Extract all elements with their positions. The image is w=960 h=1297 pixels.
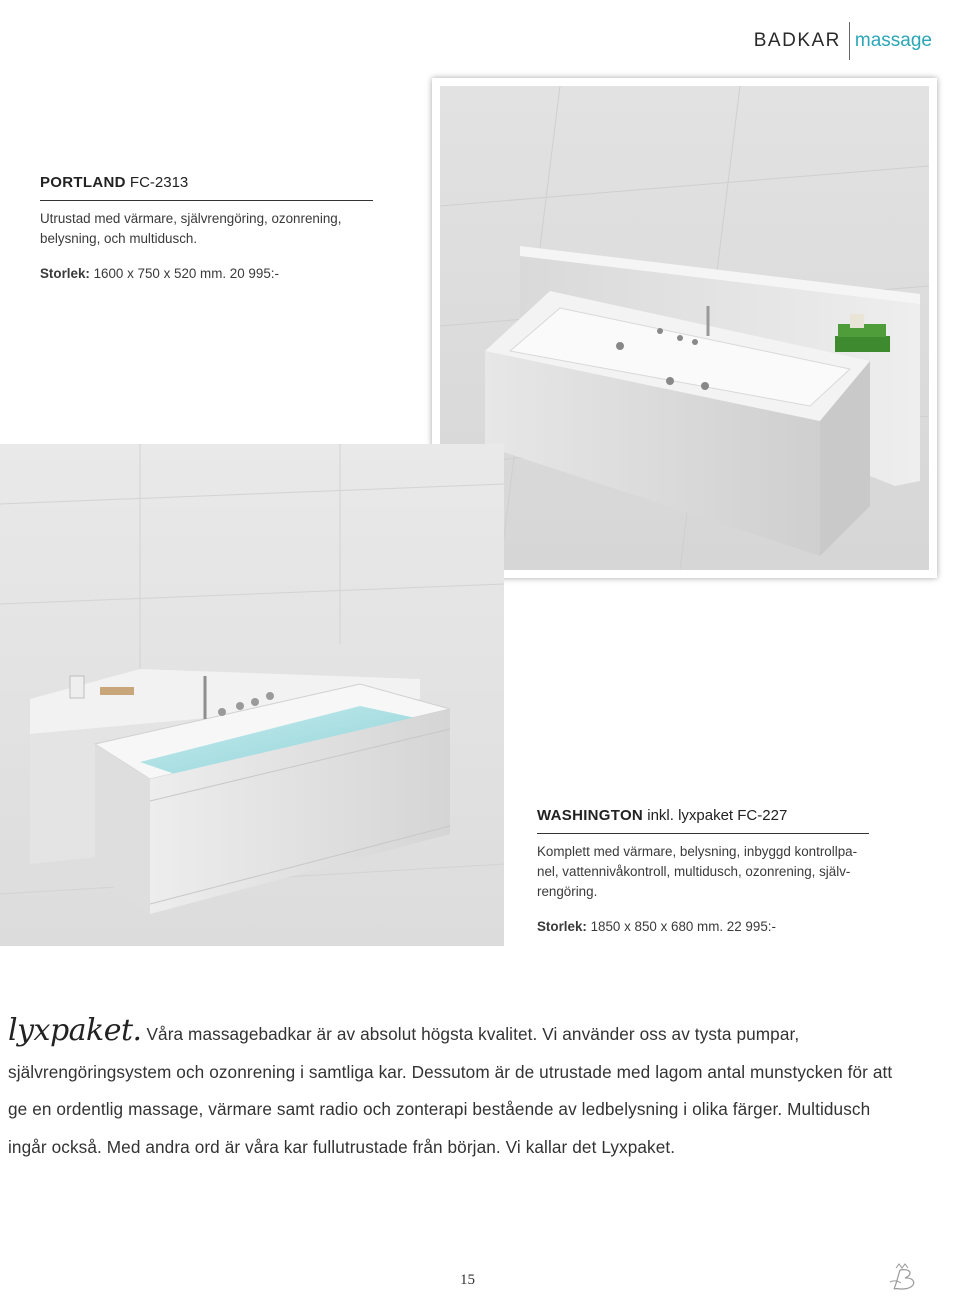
page-number: 15 [460, 1272, 475, 1288]
intro-paragraph [8, 1012, 908, 1166]
page-header [754, 22, 932, 60]
product-size [537, 919, 869, 934]
product-name: WASHINGTON [537, 807, 644, 824]
size-value: 1600 x 750 x 520 mm. 20 995:- [93, 266, 279, 281]
intro-keyword: lyxpaket. [8, 1013, 142, 1048]
size-value: 1850 x 850 x 680 mm. 22 995:- [590, 919, 776, 934]
washington-tub-photo [0, 444, 504, 946]
description-line: belysning, och multidusch. [40, 231, 198, 246]
header-category: BADKAR [753, 30, 841, 51]
title-rule [537, 833, 869, 834]
portland-tub-photo [432, 78, 937, 578]
description-line: Utrustad med värmare, självrengöring, ozonrening, [40, 211, 342, 226]
description-line: rengöring. [537, 884, 598, 899]
product-description [537, 842, 869, 902]
product-washington [537, 807, 869, 934]
size-label: Storlek: [40, 266, 90, 281]
product-portland [40, 174, 373, 281]
crowned-b-monogram-icon [888, 1262, 932, 1297]
product-size [40, 266, 373, 281]
title-rule [40, 200, 373, 201]
description-line: Komplett med värmare, belysning, inbyggd kontrollpa- [537, 844, 858, 859]
product-description [40, 209, 373, 249]
product-model: inkl. lyxpaket FC-227 [647, 807, 788, 824]
intro-text: Våra massagebadkar är av absolut högsta kvalitet. Vi använder oss av tysta pumpar, självrengöringsystem och ozonrening i samtliga kar. Dessutom är de utrustade med lagom antal munstycken för att ge en ordentlig massage, värmare samt radio och zonterapi bestående av ledbelysning i olika färger. Multidusch ingår också. Med andra ord är våra kar fullutrustade från början. Vi kallar det Lyxpaket. [8, 1024, 893, 1157]
header-divider [849, 22, 850, 60]
product-name: PORTLAND [40, 174, 126, 191]
product-model: FC-2313 [129, 174, 189, 191]
product-title [40, 174, 373, 191]
size-label: Storlek: [537, 919, 587, 934]
description-line: nel, vattennivåkontroll, multidusch, ozonrening, själv- [537, 864, 851, 879]
header-subcategory: massage [854, 30, 932, 51]
product-title [537, 807, 869, 824]
